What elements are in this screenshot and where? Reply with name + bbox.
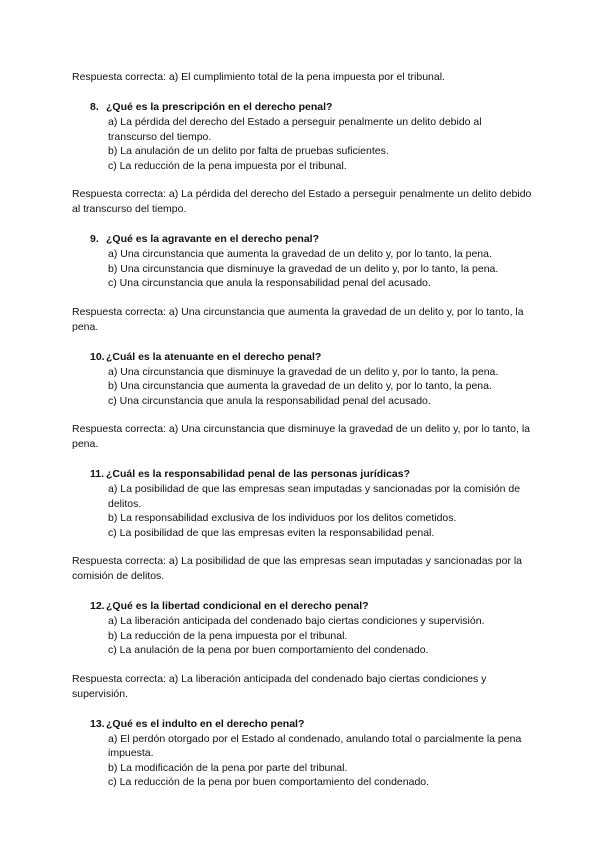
options-list [108, 482, 532, 540]
document-page [72, 70, 532, 790]
question-number: 11. [90, 468, 105, 480]
question-text: ¿Cuál es la atenuante en el derecho penal? [106, 350, 322, 363]
question-8 [90, 100, 532, 173]
question-text: ¿Cuál es la responsabilidad penal de las personas jurídicas? [106, 468, 411, 480]
answer-7 [72, 70, 532, 85]
question-text: ¿Qué es el indulto en el derecho penal? [106, 717, 305, 730]
option-a: a) La pérdida del derecho del Estado a perseguir penalmente un delito debido al transcurso del tiempo. [108, 116, 482, 143]
question-12 [90, 599, 532, 658]
question-9 [90, 232, 532, 291]
option-b: b) La responsabilidad exclusiva de los individuos por los delitos cometidos. [108, 512, 457, 524]
answer-text: a) La posibilidad de que las empresas sean imputadas y sancionadas por la comisión de delitos. [72, 555, 523, 582]
option-a: a) Una circunstancia que disminuye la gravedad de un delito y, por lo tanto, la pena. [108, 365, 499, 378]
options-list [108, 732, 532, 790]
options-list [108, 247, 532, 291]
answer-prefix: Respuesta correcta: [72, 305, 166, 318]
option-c: c) La posibilidad de que las empresas eviten la responsabilidad penal. [108, 526, 435, 539]
answer-prefix: Respuesta correcta: [72, 423, 166, 435]
option-c: c) Una circunstancia que anula la responsabilidad penal del acusado. [108, 277, 431, 289]
answer-10 [72, 422, 532, 452]
options-list [108, 115, 532, 173]
question-number: 8. [90, 101, 99, 113]
option-a: a) Una circunstancia que aumenta la gravedad de un delito y, por lo tanto, la pena. [108, 248, 492, 260]
option-c: c) La reducción de la pena impuesta por el tribunal. [108, 159, 347, 172]
answer-text: a) El cumplimiento total de la pena impuesta por el tribunal. [168, 71, 445, 83]
option-a: a) La liberación anticipada del condenado bajo ciertas condiciones y supervisión. [108, 615, 485, 627]
option-b: b) La anulación de un delito por falta de pruebas suficientes. [108, 145, 389, 157]
question-title [90, 717, 532, 732]
question-title [90, 232, 532, 247]
option-b: b) Una circunstancia que aumenta la gravedad de un delito y, por lo tanto, la pena. [108, 380, 492, 392]
answer-prefix: Respuesta correcta: [72, 188, 166, 200]
option-c: c) La anulación de la pena por buen comportamiento del condenado. [108, 644, 429, 656]
question-title [90, 467, 532, 482]
question-title [90, 350, 532, 365]
options-list [108, 614, 532, 658]
option-c: c) La reducción de la pena por buen comportamiento del condenado. [108, 776, 430, 788]
answer-prefix: Respuesta correcta: [72, 555, 166, 567]
options-list [108, 365, 532, 409]
question-number: 12. [90, 600, 105, 612]
answer-8 [72, 187, 532, 217]
question-10 [90, 350, 532, 409]
option-b: b) Una circunstancia que disminuye la gravedad de un delito y, por lo tanto, la pena. [108, 262, 499, 275]
question-title [90, 100, 532, 115]
answer-text: a) Una circunstancia que disminuye la gravedad de un delito y, por lo tanto, la pena. [72, 423, 530, 450]
question-text: ¿Qué es la agravante en el derecho penal? [106, 233, 319, 245]
answer-text: a) La pérdida del derecho del Estado a perseguir penalmente un delito debido al transcurso del tiempo. [72, 188, 532, 215]
option-a: a) El perdón otorgado por el Estado al condenado, anulando total o parcialmente la pena impuesta. [108, 732, 522, 759]
question-title [90, 599, 532, 614]
answer-text: a) Una circunstancia que aumenta la gravedad de un delito y, por lo tanto, la pena. [72, 305, 524, 333]
option-b: b) La modificación de la pena por parte del tribunal. [108, 761, 348, 774]
answer-11 [72, 554, 532, 584]
question-number: 9. [90, 233, 99, 245]
question-text: ¿Qué es la libertad condicional en el derecho penal? [106, 600, 369, 612]
answer-prefix: Respuesta correcta: [72, 672, 166, 685]
option-b: b) La reducción de la pena impuesta por el tribunal. [108, 629, 348, 642]
answer-12 [72, 672, 532, 702]
answer-text: a) La liberación anticipada del condenado bajo ciertas condiciones y supervisión. [72, 672, 487, 700]
answer-9 [72, 305, 532, 335]
question-number: 10. [90, 350, 105, 363]
question-13 [90, 717, 532, 790]
question-number: 13. [90, 717, 105, 730]
option-a: a) La posibilidad de que las empresas sean imputadas y sancionadas por la comisión de delitos. [108, 483, 521, 510]
question-text: ¿Qué es la prescripción en el derecho penal? [106, 101, 333, 113]
option-c: c) Una circunstancia que anula la responsabilidad penal del acusado. [108, 394, 431, 407]
answer-prefix: Respuesta correcta: [72, 71, 166, 83]
question-11 [90, 467, 532, 540]
